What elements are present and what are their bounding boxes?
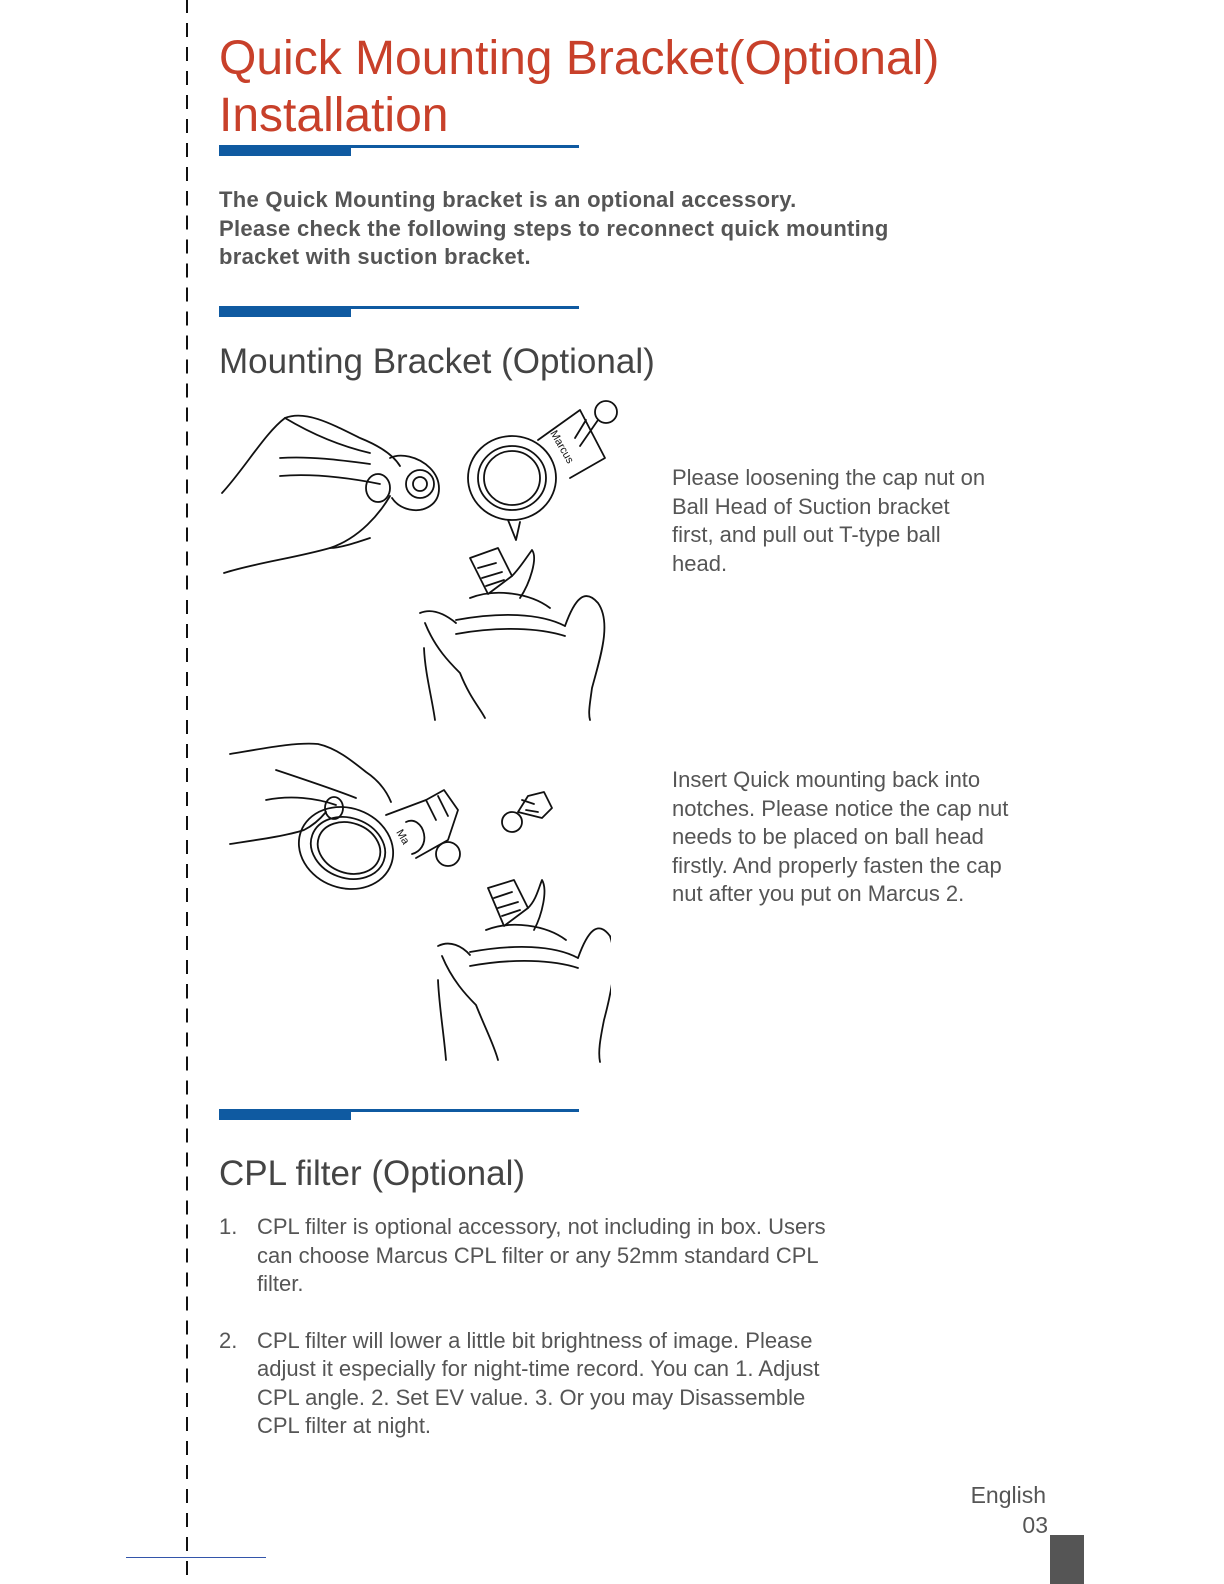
cpl-list-item (219, 1327, 919, 1441)
cpl-item-2-line-1: CPL filter will lower a little bit brightness of image. Please (257, 1327, 813, 1353)
marcus-logo-on-bracket: Marcus (547, 428, 576, 466)
step1-line-1: Please loosening the cap nut on (672, 465, 986, 490)
page-title-line-1: Quick Mounting Bracket(Optional) (219, 32, 940, 85)
section-divider-cpl (219, 1109, 579, 1120)
step2-line-2: notches. Please notice the cap nut (672, 795, 1009, 821)
page-edge-tab (1050, 1535, 1084, 1584)
step2-illustration (226, 740, 611, 1065)
step2-line-3: needs to be placed on ball head (672, 824, 984, 849)
page-title (219, 30, 939, 144)
cpl-item-2-line-3: CPL angle. 2. Set EV value. 3. Or you may Disassemble (257, 1384, 806, 1410)
cpl-item-1-line-1: CPL filter is optional accessory, not including in box. Users (257, 1214, 826, 1239)
page-title-line-2: Installation (219, 89, 449, 142)
cpl-list-item (219, 1213, 919, 1299)
intro-paragraph (219, 186, 979, 272)
step2-description (672, 766, 1072, 909)
step1-line-4: head. (672, 550, 728, 576)
page-number: 03 (1022, 1512, 1048, 1538)
title-divider (219, 145, 579, 156)
cpl-item-2-number: 2. (219, 1327, 238, 1353)
marcus-logo-on-bracket-2: Ma (393, 827, 412, 847)
mounting-bracket-heading: Mounting Bracket (Optional) (219, 342, 655, 381)
section-divider-mounting (219, 306, 579, 317)
step2-line-1: Insert Quick mounting back into (672, 767, 981, 792)
step1-illustration (220, 398, 620, 723)
step2-line-4: firstly. And properly fasten the cap (672, 852, 1002, 878)
cpl-item-1-line-2: can choose Marcus CPL filter or any 52mm standard CPL (257, 1242, 819, 1268)
cpl-item-1-number: 1. (219, 1214, 238, 1239)
footer-language: English (970, 1482, 1046, 1508)
intro-line-1: The Quick Mounting bracket is an optional accessory. (219, 187, 797, 212)
intro-line-2: Please check the following steps to reconnect quick mounting (219, 215, 889, 241)
cpl-item-1-line-3: filter. (257, 1271, 304, 1296)
cpl-filter-list (219, 1213, 919, 1469)
cut-guide-dashed-line (186, 0, 188, 1584)
step1-description (672, 464, 1072, 578)
cpl-filter-heading: CPL filter (Optional) (219, 1154, 526, 1193)
cpl-item-2-line-4: CPL filter at night. (257, 1413, 432, 1438)
intro-line-3: bracket with suction bracket. (219, 244, 531, 269)
step1-line-3: first, and pull out T-type ball (672, 522, 941, 547)
bottom-link-underline (126, 1557, 266, 1558)
cpl-item-2-line-2: adjust it especially for night-time record. You can 1. Adjust (257, 1356, 820, 1381)
step2-line-5: nut after you put on Marcus 2. (672, 881, 965, 906)
step1-line-2: Ball Head of Suction bracket (672, 493, 950, 519)
